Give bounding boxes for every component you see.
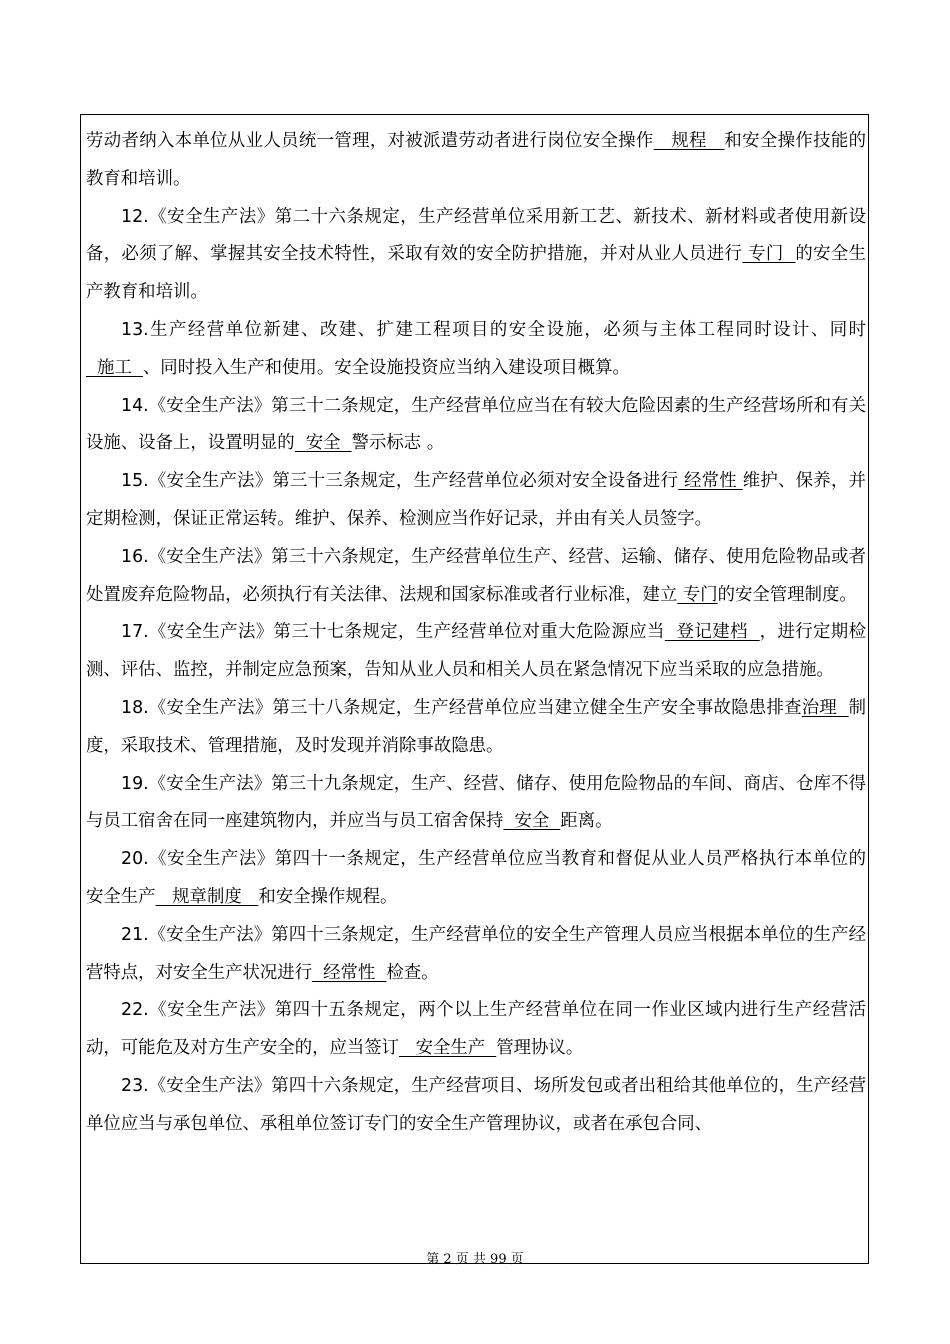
paragraph-text: 17.《安全生产法》第三十七条规定，生产经营单位对重大危险源应当: [121, 622, 665, 643]
paragraph-text: 检查。: [386, 962, 439, 983]
paragraph-text: 15.《安全生产法》第三十三条规定，生产经营单位必须对安全设备进行: [121, 471, 679, 492]
paragraph: [86, 917, 866, 993]
paragraph-text: 的安全生产教育和培训。: [86, 244, 866, 303]
fill-in-answer: 规章制度: [155, 886, 259, 907]
fill-in-answer: 专门: [677, 584, 718, 605]
paragraph-text: 21.《安全生产法》第四十三条规定，生产经营单位的安全生产管理人员应当根据本单位的生产经营特点，对安全生产状况进行: [86, 924, 866, 983]
fill-in-answer: 经常性: [678, 471, 743, 492]
paragraph: [86, 992, 866, 1068]
paragraph-text: 和安全操作技能的教育和培训。: [86, 131, 866, 189]
paragraph-text: 的安全管理制度。: [717, 584, 857, 605]
paragraph: [86, 841, 866, 917]
paragraph-text: 18.《安全生产法》第三十八条规定，生产经营单位应当建立健全生产安全事故隐患排查: [121, 697, 802, 718]
paragraph-text: 20.《安全生产法》第四十一条规定，生产经营单位应当教育和督促从业人员严格执行本单位的 安全生产: [86, 849, 866, 907]
fill-in-answer: 经常性: [312, 962, 387, 983]
paragraph-text: 13.生产经营单位新建、改建、扩建工程项目的安全设施，必须与主体工程同时设计、同时: [121, 319, 866, 340]
paragraph-text: 、同时投入生产和使用。安全设施投资应当纳入建设项目概算。: [142, 357, 630, 378]
paragraph-text: 和安全操作规程。: [258, 886, 398, 907]
fill-in-answer: 安全: [503, 811, 561, 832]
paragraph: [86, 199, 866, 312]
fill-in-answer: 登记建档: [664, 622, 760, 643]
paragraph-text: 维护、保养，并定期检测，保证正常运转。维护、保养、检测应当作好记录，并由有关人员签字。: [86, 471, 866, 529]
paragraph-text: 制度，采取技术、管理措施，及时发现并消除事故隐患。: [86, 697, 866, 756]
fill-in-answer: 安全: [294, 433, 352, 454]
paragraph: [86, 312, 866, 388]
page-footer: 第 2 页 共 99 页: [426, 1252, 524, 1267]
fill-in-answer: 安全生产: [399, 1038, 497, 1059]
paragraph-text: 16.《安全生产法》第三十六条规定，生产经营单位生产、经营、运输、储存、使用危险物品或者处置废弃危险物品，必须执行有关法律、法规和国家标准或者行业标准，建立: [86, 546, 866, 605]
fill-in-answer: 治理: [801, 697, 849, 718]
fill-in-answer: 专门: [742, 244, 796, 265]
paragraph: [86, 539, 866, 615]
fill-in-answer: 施工: [86, 357, 143, 378]
paragraph-text: ，进行定期检测、评估、监控，并制定应急预案，告知从业人员和相关人员在紧急情况下应当采取的应急措施。: [86, 622, 866, 681]
document-body: [86, 123, 866, 1144]
paragraph-text: 14.《安全生产法》第三十二条规定，生产经营单位应当在有较大危险因素的生产经营场所和有关设施、设备上，设置明显的: [86, 395, 866, 454]
paragraph: [86, 1068, 866, 1144]
paragraph-text: 22.《安全生产法》第四十五条规定，两个以上生产经营单位在同一作业区域内进行生产经营活动，可能危及对方生产安全的，应当签订: [86, 1000, 866, 1059]
paragraph-text: 19.《安全生产法》第三十九条规定，生产、经营、储存、使用危险物品的车间、商店、仓库不得与员工宿舍在同一座建筑物内，并应当与员工宿舍保持: [86, 773, 866, 832]
paragraph-text: 劳动者纳入本单位从业人员统一管理，对被派遣劳动者进行岗位安全操作: [86, 131, 654, 151]
paragraph: [86, 766, 866, 842]
paragraph-text: 管理协议。: [496, 1038, 584, 1059]
paragraph: [86, 614, 866, 690]
paragraph-text: 警示标志 。: [351, 433, 445, 454]
paragraph-text: 12.《安全生产法》第二十六条规定，生产经营单位采用新工艺、新技术、新材料或者使用新设备，必须了解、掌握其安全技术特性，采取有效的安全防护措施，并对从业人员进行: [86, 206, 866, 265]
paragraph-text: 23.《安全生产法》第四十六条规定，生产经营项目、场所发包或者出租给其他单位的，生产经营单位应当与承包单位、承租单位签订专门的安全生产管理协议，或者在承包合同、: [86, 1075, 866, 1134]
paragraph: [86, 123, 866, 199]
paragraph: [86, 463, 866, 539]
paragraph: [86, 388, 866, 464]
paragraph-text: 距离。: [560, 811, 613, 832]
fill-in-answer: 规程: [653, 131, 725, 151]
paragraph: [86, 690, 866, 766]
